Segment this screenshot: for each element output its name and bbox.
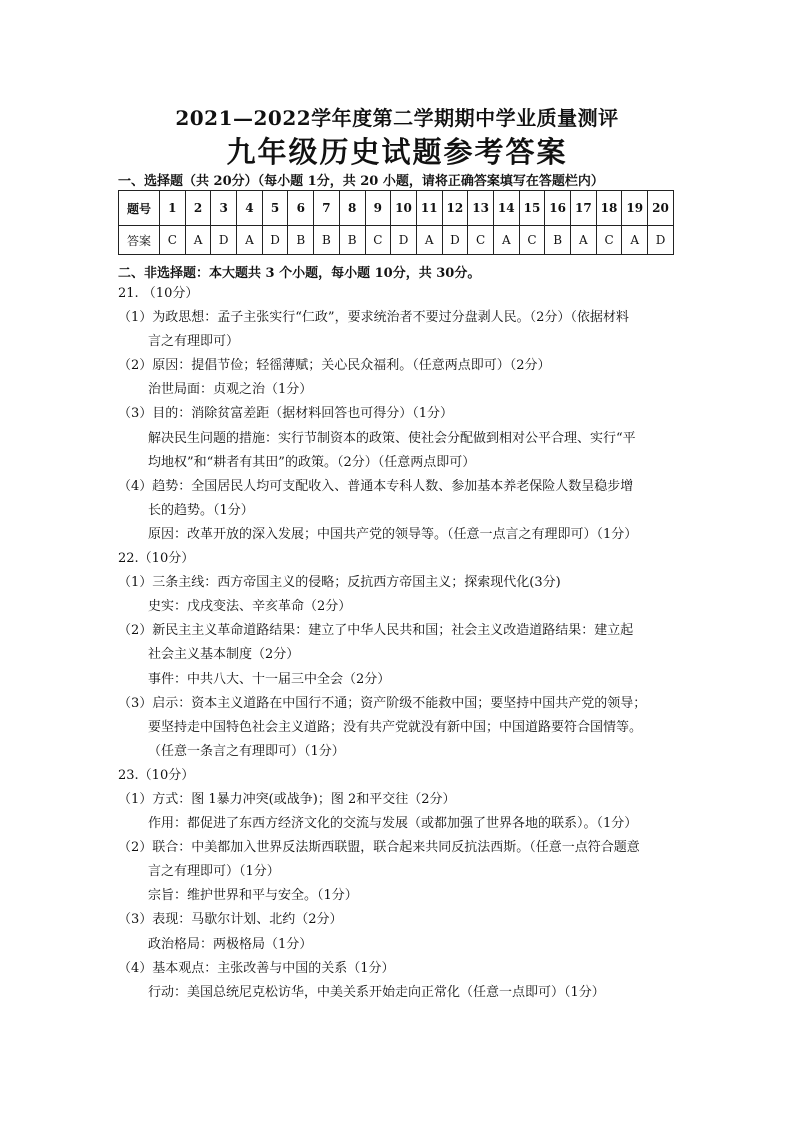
question-number-label: 题号 bbox=[119, 191, 160, 226]
answer-row bbox=[119, 226, 674, 255]
answer-cell: A bbox=[493, 226, 519, 255]
answer-line: （1）为政思想：孟子主张实行“仁政”，要求统治者不要过分盘剥人民。（2分）（依据材料 bbox=[118, 310, 629, 326]
answer-line: （4）基本观点：主张改善与中国的关系（1分） bbox=[118, 960, 395, 976]
answer-line: （1）方式：图 1暴力冲突(或战争)；图 2和平交往（2分） bbox=[118, 791, 456, 807]
answer-line: 治世局面：贞观之治（1分） bbox=[148, 382, 313, 398]
question-number-cell: 10 bbox=[391, 191, 417, 226]
answer-cell: C bbox=[596, 226, 622, 255]
answer-table bbox=[118, 190, 674, 255]
question-number-cell: 17 bbox=[571, 191, 597, 226]
question-number-row bbox=[119, 191, 674, 226]
answer-cell: C bbox=[519, 226, 545, 255]
question-number-cell: 11 bbox=[416, 191, 442, 226]
question-number-cell: 1 bbox=[160, 191, 186, 226]
answer-cell: A bbox=[185, 226, 211, 255]
answer-cell: D bbox=[211, 226, 237, 255]
answer-cell: B bbox=[545, 226, 571, 255]
answer-line: 社会主义基本制度（2分） bbox=[148, 647, 300, 663]
answer-cell: C bbox=[365, 226, 391, 255]
question-number-cell: 14 bbox=[493, 191, 519, 226]
question-number-cell: 12 bbox=[442, 191, 468, 226]
answer-cell: A bbox=[237, 226, 263, 255]
answer-line: （4）趋势：全国居民人均可支配收入、普通本专科人数、参加基本养老保险人数呈稳步增 bbox=[118, 478, 634, 494]
answer-cell: A bbox=[571, 226, 597, 255]
exam-term-title: 2021—2022学年度第二学期期中学业质量测评 bbox=[175, 106, 619, 130]
answer-line: 21. （10分） bbox=[118, 286, 199, 301]
answer-cell: D bbox=[262, 226, 288, 255]
answer-line: （2）原因：提倡节俭；轻徭薄赋；关心民众福利。（任意两点即可）（2分） bbox=[118, 358, 551, 374]
question-number-cell: 19 bbox=[622, 191, 648, 226]
answer-line: 要坚持走中国特色社会主义道路；没有共产党就没有新中国；中国道路要符合国情等。 bbox=[148, 719, 643, 735]
answer-cell: D bbox=[648, 226, 674, 255]
question-number-cell: 4 bbox=[237, 191, 263, 226]
section2-heading: 二、非选择题：本大题共 3 个小题，每小题 10分，共 30分。 bbox=[118, 266, 481, 281]
answer-line: （2）联合：中美都加入世界反法斯西联盟，联合起来共同反抗法西斯。（任意一点符合题意 bbox=[118, 840, 640, 856]
question-number-cell: 8 bbox=[339, 191, 365, 226]
answer-line: 行动：美国总统尼克松访华，中美关系开始走向正常化（任意一点即可）（1分） bbox=[148, 984, 605, 1000]
section1-heading: 一、选择题（共 20分）（每小题 1分，共 20 小题，请将正确答案填写在答题栏内） bbox=[118, 174, 604, 189]
answer-line: 解决民生问题的措施：实行节制资本的政策、使社会分配做到相对公平合理、实行“平 bbox=[148, 430, 636, 446]
answer-cell: D bbox=[391, 226, 417, 255]
answer-line: 22.（10分） bbox=[118, 551, 195, 567]
question-number-cell: 7 bbox=[314, 191, 340, 226]
answer-line: 言之有理即可） bbox=[148, 334, 240, 350]
answer-line: （3）目的：消除贫富差距（据材料回答也可得分）（1分） bbox=[118, 406, 454, 422]
question-number-cell: 20 bbox=[648, 191, 674, 226]
answer-line: （任意一条言之有理即可）（1分） bbox=[148, 743, 345, 759]
answer-line: 作用：都促进了东西方经济文化的交流与发展（或都加强了世界各地的联系）。（1分） bbox=[148, 816, 638, 832]
answer-line: 均地权”和“耕者有其田”的政策。（2分）（任意两点即可） bbox=[148, 454, 476, 470]
question-number-cell: 2 bbox=[185, 191, 211, 226]
answer-body bbox=[118, 282, 688, 1005]
answer-line: 政治格局：两极格局（1分） bbox=[148, 936, 313, 952]
answer-cell: D bbox=[442, 226, 468, 255]
question-number-cell: 18 bbox=[596, 191, 622, 226]
answer-line: 史实：戊戌变法、辛亥革命（2分） bbox=[148, 599, 352, 615]
question-number-cell: 16 bbox=[545, 191, 571, 226]
answer-line: （3）启示：资本主义道路在中国行不通；资产阶级不能救中国；要坚持中国共产党的领导； bbox=[118, 695, 647, 711]
question-number-cell: 15 bbox=[519, 191, 545, 226]
answer-line: 原因：改革开放的深入发展；中国共产党的领导等。（任意一点言之有理即可）（1分） bbox=[148, 526, 638, 542]
answer-cell: A bbox=[622, 226, 648, 255]
question-number-cell: 6 bbox=[288, 191, 314, 226]
answer-line: 23.（10分） bbox=[118, 767, 195, 783]
question-number-cell: 5 bbox=[262, 191, 288, 226]
answer-line: （1）三条主线：西方帝国主义的侵略；反抗西方帝国主义；探索现代化(3分) bbox=[118, 575, 561, 591]
answer-line: （2）新民主主义革命道路结果：建立了中华人民共和国；社会主义改造道路结果：建立起 bbox=[118, 623, 634, 639]
question-number-cell: 3 bbox=[211, 191, 237, 226]
answer-line: 事件：中共八大、十一届三中全会（2分） bbox=[148, 671, 391, 687]
question-number-cell: 13 bbox=[468, 191, 494, 226]
answer-line: （3）表现：马歇尔计划、北约（2分） bbox=[118, 912, 343, 928]
answer-cell: B bbox=[314, 226, 340, 255]
answer-cell: B bbox=[339, 226, 365, 255]
answer-cell: C bbox=[160, 226, 186, 255]
answer-label: 答案 bbox=[119, 226, 160, 255]
answer-line: 言之有理即可）（1分） bbox=[148, 864, 280, 880]
answer-cell: C bbox=[468, 226, 494, 255]
answer-key-title: 九年级历史试题参考答案 bbox=[226, 135, 568, 169]
answer-cell: A bbox=[416, 226, 442, 255]
question-number-cell: 9 bbox=[365, 191, 391, 226]
answer-line: 长的趋势。（1分） bbox=[148, 502, 254, 518]
answer-line: 宗旨：维护世界和平与安全。（1分） bbox=[148, 888, 358, 904]
answer-cell: B bbox=[288, 226, 314, 255]
